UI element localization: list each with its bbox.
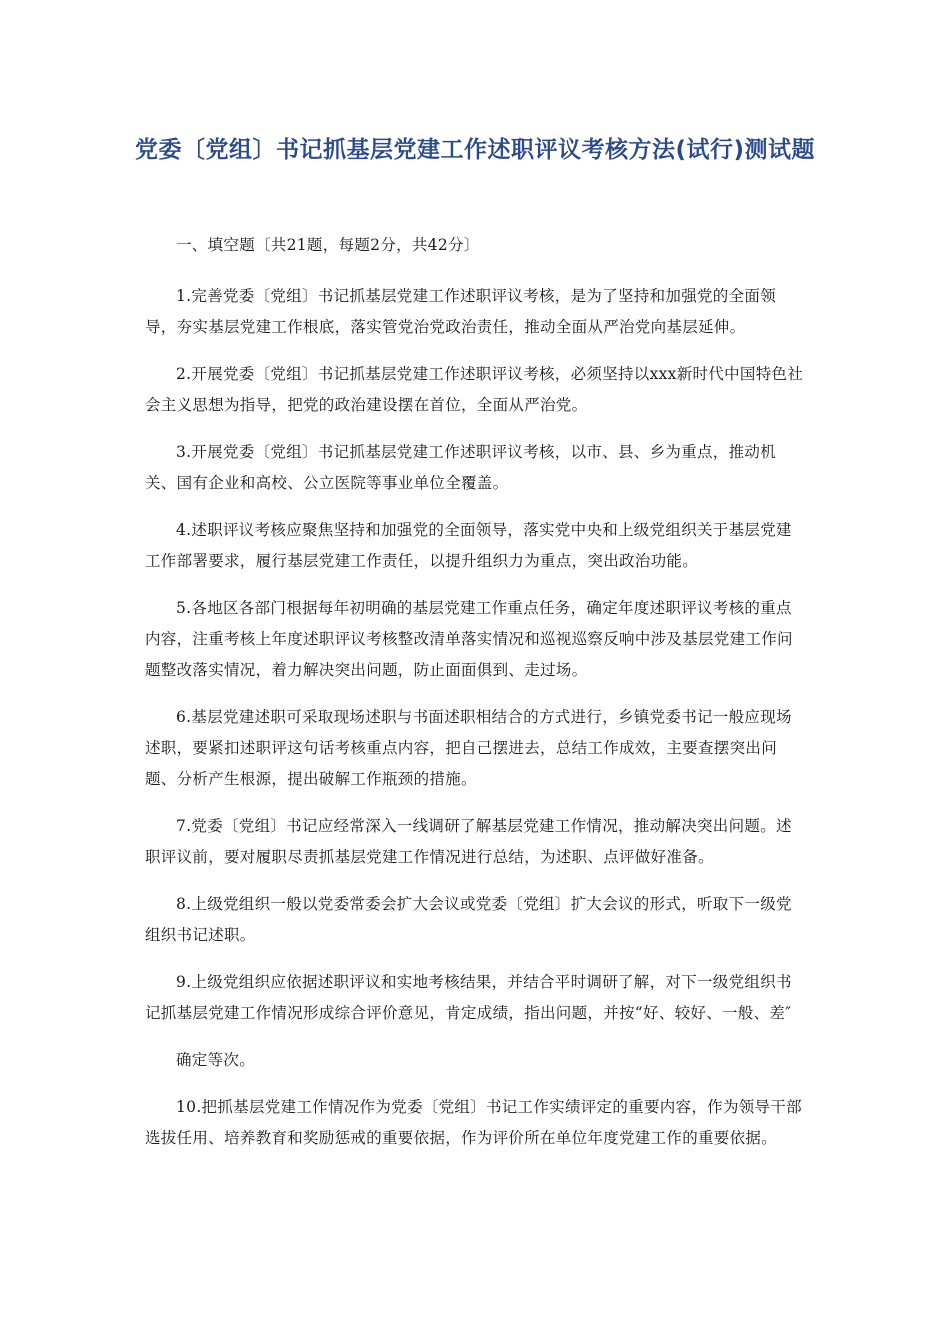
question-2: 2.开展党委〔党组〕书记抓基层党建工作述职评议考核，必须坚持以xxx新时代中国特色社会主义思想为指导，把党的政治建设摆在首位，全面从严治党。	[145, 365, 804, 414]
question-4: 4.述职评议考核应聚焦坚持和加强党的全面领导，落实党中央和上级党组织关于基层党建工作部署要求，履行基层党建工作责任，以提升组织力为重点，突出政治功能。	[145, 521, 792, 570]
question-6: 6.基层党建述职可采取现场述职与书面述职相结合的方式进行，乡镇党委书记一般应现场述职，要紧扣述职评这句话考核重点内容，把自己摆进去，总结工作成效，主要查摆突出问题、分析产生根源，提出破解工作瓶颈的措施。	[145, 708, 792, 788]
question-10: 10.把抓基层党建工作情况作为党委〔党组〕书记工作实绩评定的重要内容，作为领导干部选拔任用、培养教育和奖励惩戒的重要依据，作为评价所在单位年度党建工作的重要依据。	[145, 1098, 802, 1147]
question-8: 8.上级党组织一般以党委常委会扩大会议或党委〔党组〕扩大会议的形式，听取下一级党组织书记述职。	[145, 895, 792, 944]
document-body	[145, 230, 807, 1170]
question-9: 9.上级党组织应依据述职评议和实地考核结果，并结合平时调研了解，对下一级党组织书记抓基层党建工作情况形成综合评价意见，肯定成绩，指出问题，并按“好、较好、一般、差″	[145, 973, 792, 1022]
question-1: 1.完善党委〔党组〕书记抓基层党建工作述职评议考核，是为了坚持和加强党的全面领导，夯实基层党建工作根底，落实管党治党政治责任，推动全面从严治党向基层延伸。	[145, 287, 776, 336]
question-7: 7.党委〔党组〕书记应经常深入一线调研了解基层党建工作情况，推动解决突出问题。述职评议前，要对履职尽责抓基层党建工作情况进行总结，为述职、点评做好准备。	[145, 817, 792, 866]
section-heading: 一、填空题〔共21题，每题2分，共42分〕	[176, 236, 480, 254]
question-9-continued: 确定等次。	[176, 1051, 256, 1069]
document-title: 党委〔党组〕书记抓基层党建工作述职评议考核方法(试行)测试题	[134, 137, 816, 163]
question-3: 3.开展党委〔党组〕书记抓基层党建工作述职评议考核，以市、县、乡为重点，推动机关、国有企业和高校、公立医院等事业单位全覆盖。	[145, 443, 776, 492]
question-5: 5.各地区各部门根据每年初明确的基层党建工作重点任务，确定年度述职评议考核的重点内容，注重考核上年度述职评议考核整改清单落实情况和巡视巡察反响中涉及基层党建工作问题整改落实情况，着力解决突出问题，防止面面俱到、走过场。	[145, 599, 793, 679]
